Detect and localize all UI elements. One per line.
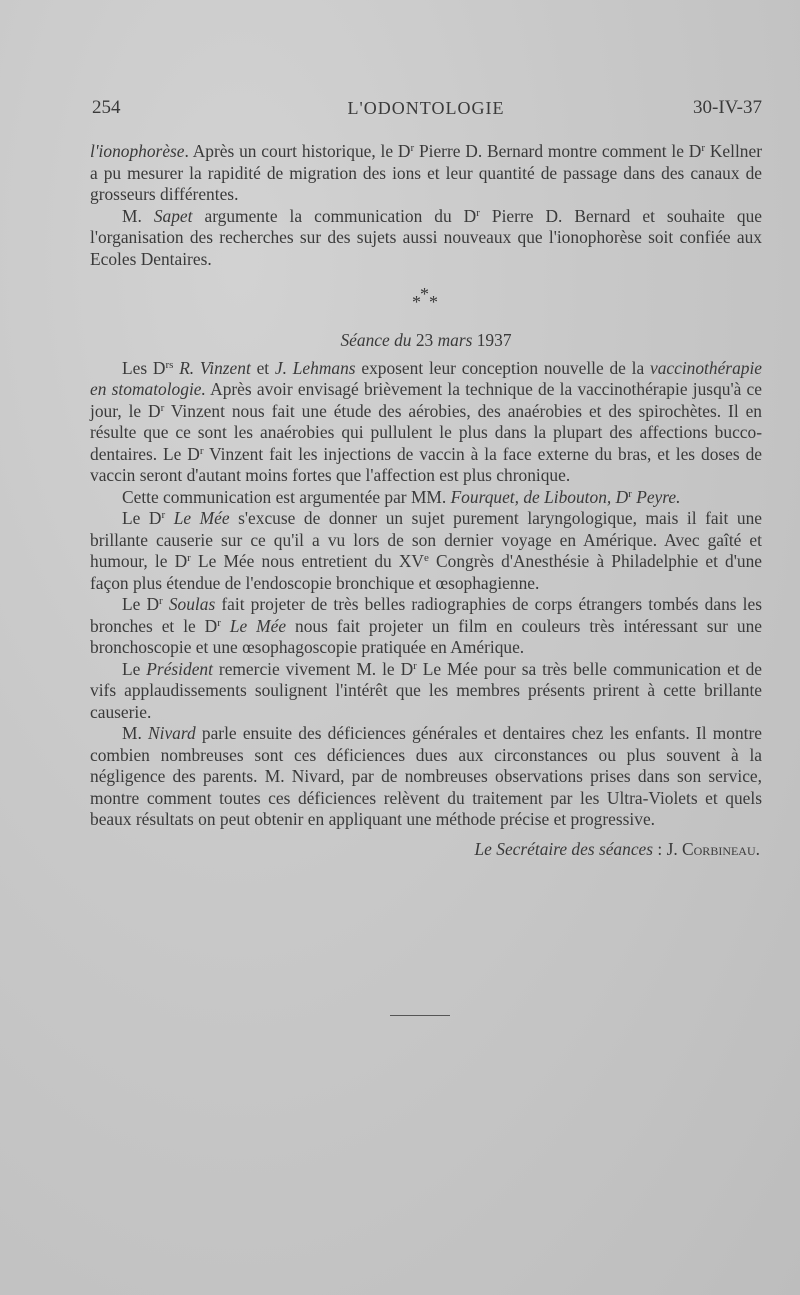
paragraph-le-mee: Le $D^r$ Le Mée s'excuse de donner un sujet purement laryngologique, mais il fait une brillante causerie sur ce qu'il a vu lors de son dernier voyage en Amérique. Avec gaîté et humour, le $D^r$ Le Mée nous entretient du XVe Congrès d'Anesthésie à Philadelphie et d'une façon plus étendue de l'endoscopie bronchique et œsophagienne.: [90, 508, 762, 593]
paragraph-argumentation: Cette communication est argumentée par MM. Fourquet, de Libouton, $D^r$ Peyre.: [122, 486, 681, 507]
paragraph-president: Le Président remercie vivement M. le $D^r$ Le Mée pour sa très belle communication et de vifs applaudissements soulignent l'intérêt que les membres présents prirent à cette brillante causerie.: [90, 658, 762, 722]
issue-date: 30-IV-37: [693, 97, 762, 118]
journal-title: L'ODONTOLOGIE: [347, 98, 505, 118]
section-separator-asterisks: * * *: [412, 284, 438, 312]
running-header: [90, 97, 762, 125]
signature: Le Secrétaire des séances : J. Corbineau.: [474, 838, 760, 859]
closing-rule: [390, 1015, 450, 1016]
session-heading: Séance du 23 mars 1937: [340, 330, 512, 350]
paragraph-soulas: Le $D^r$ Soulas fait projeter de très belles radiographies de corps étrangers tombés dans les bronches et le $D^r$ Le Mée nous fait projeter un film en couleurs très intéressant sur une bronchoscopie et une œsophagoscopie pratiquée en Amérique.: [90, 594, 762, 657]
paragraph-vinzent-lehmans: Les $D^{rs}$ R. Vinzent et J. Lehmans exposent leur conception nouvelle de la vaccinothérapie en stomatologie. Après avoir envisagé brièvement la technique de la vaccinothérapie jusqu'à ce jour, le $D^r$ Vinzent nous fait une étude des aérobies, des anaérobies et des spirochètes. Il en résulte que ce sont les anaérobies qui pullulent le plus dans la plupart des affections bucco-dentaires. Le $D^r$ Vinzent fait les injections de vaccin à la face externe du bras, et les doses de vaccin seront d'autant moins fortes que l'affection est plus chronique.: [90, 357, 763, 485]
paragraph-ionophorese: l'ionophorèse. Après un court historique, le $D^r$ Pierre D. Bernard montre comment le $D^r$ Kellner a pu mesurer la rapidité de migration des ions et leur quantité de passage dans des canaux de grosseurs différentes.: [90, 141, 762, 204]
paragraph-sapet: M. Sapet argumente la communication du $D^r$ Pierre D. Bernard et souhaite que l'organisation des recherches sur des sujets aussi nouveaux que l'ionophorèse soit confiée aux Ecoles Dentaires.: [90, 205, 762, 269]
article-body: [90, 141, 762, 860]
page-number: 254: [92, 97, 121, 118]
page: [90, 97, 762, 860]
paragraph-nivard: M. Nivard parle ensuite des déficiences générales et dentaires chez les enfants. Il montre combien nombreuses sont ces déficiences dues aux circonstances ou plus souvent à la négligence des parents. M. Nivard, par de nombreuses observations prises dans son service, montre comment toutes ces déficiences relèvent du traitement par les Ultra-Violets et quels beaux résultats on peut obtenir en appliquant une méthode précise et progressive.: [90, 723, 762, 829]
